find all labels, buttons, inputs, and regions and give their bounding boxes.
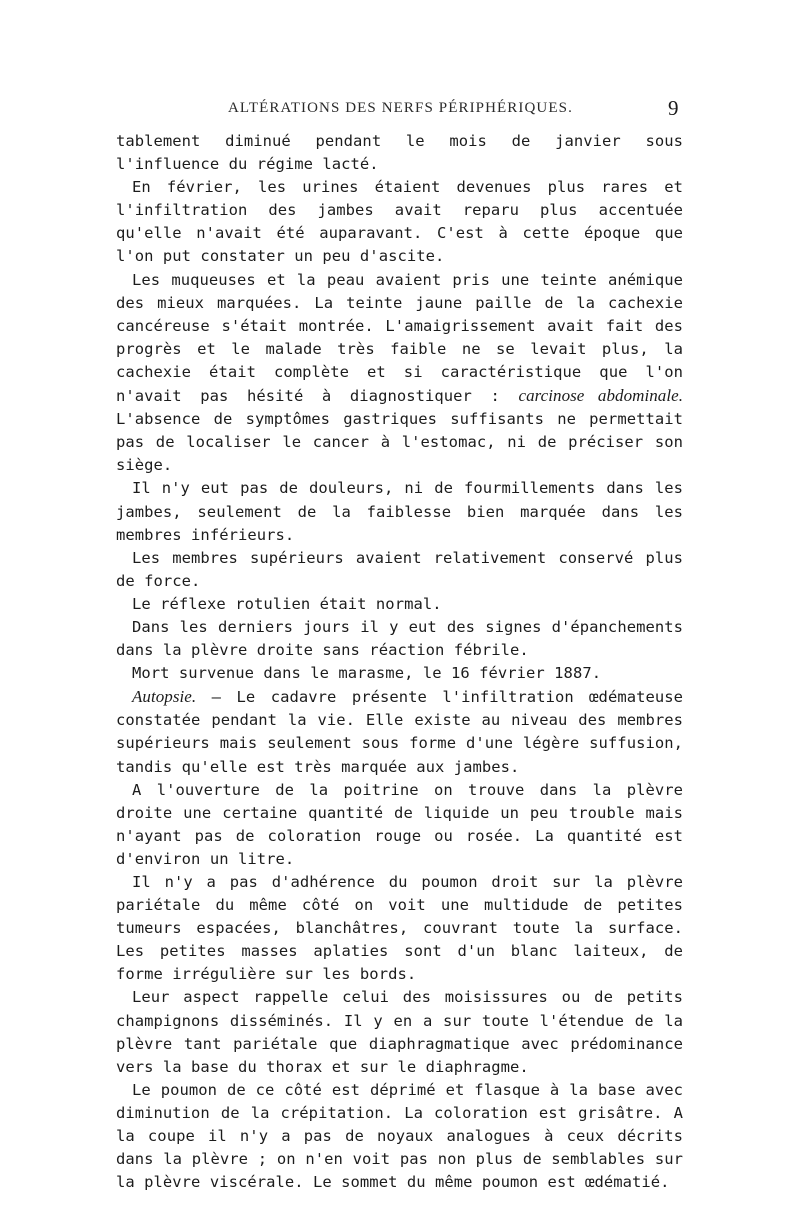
section-label-autopsie: Autopsie. [132, 687, 197, 707]
paragraph: Il n'y eut pas de douleurs, ni de fourmillements dans les jambes, seulement de la faiblesse bien marquée dans les membres inférieurs. [116, 479, 683, 544]
paragraph-text: Les muqueuses et la peau avaient pris une teinte anémique des mieux marquées. La teinte jaune paille de la cachexie cancéreuse s'était montrée. L'amaigrissement avait fait des progrès et le malade très faible ne se levait plus, la cachexie était complète et si caractéristique que l'on n'avait pas hésité à diagnostiquer : [116, 270, 683, 406]
paragraph: Leur aspect rappelle celui des moisissures ou de petits champignons disséminés. Il y en a sur toute l'étendue de la plèvre tant pariétale que diaphragmatique avec prédominance vers la base du thorax et sur le diaphragme. [116, 988, 683, 1076]
paragraph-text: L'absence de symptômes gastriques suffisants ne permettait pas de localiser le cancer à l'estomac, ni de préciser son siège. [116, 410, 683, 475]
page-number: 9 [668, 96, 679, 120]
paragraph [116, 269, 683, 478]
running-head: ALTÉRATIONS DES NERFS PÉRIPHÉRIQUES. [228, 100, 573, 116]
paragraph [116, 685, 683, 778]
paragraph: Il n'y a pas d'adhérence du poumon droit sur la plèvre pariétale du même côté on voit une multidude de petites tumeurs espacées, blanchâtres, couvrant toute la surface. Les petites masses aplaties sont d'un blanc laiteux, de forme irrégulière sur les bords. [116, 873, 683, 984]
paragraph: En février, les urines étaient devenues plus rares et l'infiltration des jambes avait reparu plus accentuée qu'elle n'avait été auparavant. C'est à cette époque que l'on put constater un peu d'ascite. [116, 178, 683, 266]
paragraph: A l'ouverture de la poitrine on trouve dans la plèvre droite une certaine quantité de liquide un peu trouble mais n'ayant pas de coloration rouge ou rosée. La quantité est d'environ un litre. [116, 780, 683, 868]
paragraph: Mort survenue dans le marasme, le 16 février 1887. [132, 664, 602, 683]
paragraph-text: — Le cadavre présente l'infiltration œdémateuse constatée pendant la vie. Elle existe au niveau des membres supérieurs mais seulement sous forme d'une légère suffusion, tandis qu'elle est très marquée aux jambes. [116, 688, 683, 776]
paragraph: Le poumon de ce côté est déprimé et flasque à la base avec diminution de la crépitation. La coloration est grisâtre. A la coupe il n'y a pas de noyaux analogues à ceux décrits dans la plèvre ; on n'en voit pas non plus de semblables sur la plèvre viscérale. Le sommet du même poumon est œdématié. [116, 1080, 683, 1192]
body-text [116, 130, 683, 1194]
paragraph: tablement diminué pendant le mois de janvier sous l'influence du régime lacté. [116, 132, 683, 174]
paragraph: Dans les derniers jours il y eut des signes d'épanchements dans la plèvre droite sans réaction fébrile. [116, 617, 683, 660]
italic-diagnosis: carcinose abdominale. [518, 386, 683, 406]
paragraph: Le réflexe rotulien était normal. [132, 594, 442, 613]
paragraph: Les membres supérieurs avaient relativement conservé plus de force. [116, 548, 683, 590]
